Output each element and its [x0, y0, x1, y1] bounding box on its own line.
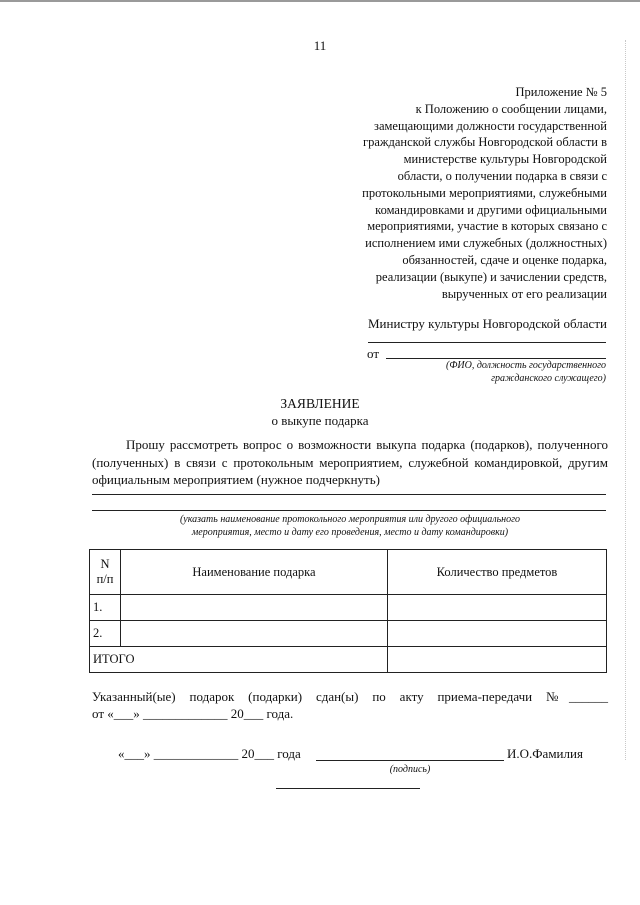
- signature-caption: (подпись): [389, 764, 431, 775]
- table-row: [90, 621, 607, 647]
- document-subtitle: о выкупе подарка: [271, 413, 369, 428]
- addressee-blank-line[interactable]: [368, 342, 606, 343]
- gift-name-cell[interactable]: [121, 595, 388, 621]
- event-blank-line-2[interactable]: [92, 510, 606, 511]
- fio-caption-line: гражданского служащего): [491, 373, 606, 384]
- transfer-statement: [92, 688, 608, 722]
- gift-name-cell[interactable]: [121, 621, 388, 647]
- fio-caption-line: (ФИО, должность государственного: [446, 360, 606, 371]
- appendix-line: протокольными мероприятиями, служебными: [362, 185, 607, 200]
- transfer-line-2: от «___» _____________ 20___ года.: [92, 706, 294, 721]
- header-quantity: Количество предметов: [388, 550, 607, 595]
- addressee-line: Министру культуры Новгородской области: [368, 316, 607, 331]
- page-number: 11: [313, 38, 327, 53]
- appendix-line: министерстве культуры Новгородской: [403, 152, 607, 167]
- appendix-line: области, о получении подарка в связи с: [397, 168, 607, 183]
- transfer-line-1: Указанный(ые) подарок (подарки) сдан(ы) по акту приема-передачи №______: [92, 689, 608, 704]
- event-caption-line-1: (указать наименование протокольного мероприятия или другого официального: [179, 514, 521, 525]
- table-row: [90, 595, 607, 621]
- quantity-cell[interactable]: [388, 595, 607, 621]
- quantity-cell[interactable]: [388, 621, 607, 647]
- appendix-line: вырученных от его реализации: [441, 286, 607, 301]
- document-title: ЗАЯВЛЕНИЕ: [280, 396, 360, 411]
- total-label: ИТОГО: [90, 647, 388, 673]
- request-text: Прошу рассмотреть вопрос о возможности выкупа подарка (подарков), полученного (полученных) в связи с протокольным мероприятием, служебной командировкой, другим официальным мероприятием (нужное подчеркнуть): [92, 437, 608, 487]
- table-total-row: [90, 647, 607, 673]
- appendix-line: гражданской службы Новгородской области в: [362, 135, 607, 150]
- appendix-line: исполнением ими служебных (должностных): [365, 236, 607, 251]
- signature-date: «___» _____________ 20___ года: [118, 746, 301, 761]
- appendix-line: командировками и другими официальными: [375, 202, 607, 217]
- event-blank-line-1[interactable]: [92, 494, 606, 495]
- header-number: [90, 550, 121, 595]
- from-label: от: [367, 346, 380, 361]
- gifts-table: [89, 549, 607, 673]
- row-number: 1.: [90, 595, 121, 621]
- table-header-row: [90, 550, 607, 595]
- appendix-line: замещающими должности государственной: [374, 118, 607, 133]
- scan-edge-top: [0, 0, 640, 2]
- header-number-line: N: [100, 557, 110, 571]
- request-paragraph: [92, 436, 608, 489]
- event-caption-line-2: мероприятия, место и дату его проведения, место и дату командировки): [191, 527, 509, 538]
- appendix-line: обязанностей, сдаче и оценке подарка,: [402, 252, 607, 267]
- fio-caption: [386, 359, 606, 385]
- header-number-line: п/п: [96, 572, 114, 586]
- appendix-line: к Положению о сообщении лицами,: [415, 101, 607, 116]
- total-quantity-cell[interactable]: [388, 647, 607, 673]
- appendix-line: Приложение № 5: [515, 85, 607, 99]
- appendix-line: мероприятиями, участие в которых связано с: [367, 219, 607, 234]
- header-gift-name: Наименование подарка: [121, 550, 388, 595]
- footer-divider: [276, 788, 420, 789]
- appendix-block: [307, 84, 607, 302]
- row-number: 2.: [90, 621, 121, 647]
- appendix-line: реализации (выкупе) и зачислении средств,: [375, 269, 607, 284]
- signature-name: И.О.Фамилия: [507, 746, 583, 761]
- signature-blank-line[interactable]: [316, 760, 504, 761]
